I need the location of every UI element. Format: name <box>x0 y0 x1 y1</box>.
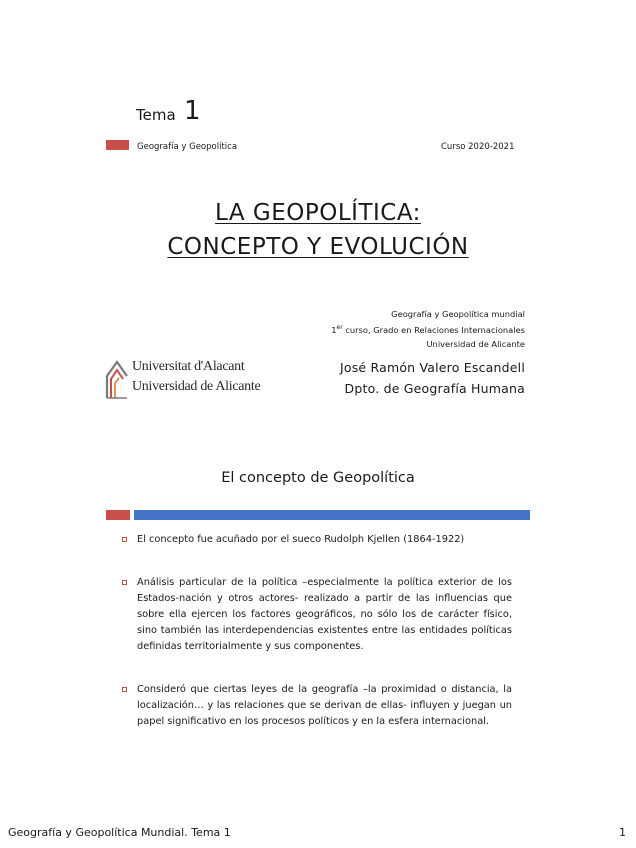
section-red-bar <box>106 510 130 520</box>
course-info-line-2: 1er curso, Grado en Relaciones Internacionales <box>331 324 525 335</box>
section-blue-bar <box>134 510 530 520</box>
course-info-line-3: Universidad de Alicante <box>426 338 525 349</box>
title-line-2: CONCEPTO Y EVOLUCIÓN <box>167 234 469 260</box>
author-name: José Ramón Valero Escandell <box>339 360 525 375</box>
course-info <box>331 307 525 351</box>
university-logo-icon <box>105 360 129 400</box>
bullet-square-icon <box>122 687 127 692</box>
page-title <box>0 196 636 264</box>
tema-number: 1 <box>184 96 201 126</box>
list-item: Análisis particular de la política –especialmente la política exterior de los Estados-nación y otros actores- realizado a partir de las influencias que sobre ella ejercen los factores geográficos, no sólo los de carácter físico, sino también las interdependencias existentes entre las entidades políticas definidas territorialmente y sus componentes. <box>120 575 512 655</box>
course-year: Curso 2020-2021 <box>441 142 515 152</box>
bullet-square-icon <box>122 580 127 585</box>
author-block <box>340 357 525 399</box>
list-item: El concepto fue acuñado por el sueco Rudolph Kjellen (1864-1922) <box>120 532 512 548</box>
course-info-line-1: Geografía y Geopolítica mundial <box>391 309 525 319</box>
subject-label: Geografía y Geopolítica <box>137 142 238 152</box>
tema-label: Tema <box>136 106 176 124</box>
bullet-square-icon <box>122 537 127 542</box>
footer-title: Geografía y Geopolítica Mundial. Tema 1 <box>8 826 231 839</box>
header-red-bar <box>106 140 129 150</box>
university-logo <box>105 358 261 402</box>
section-title: El concepto de Geopolítica <box>221 470 415 486</box>
author-department: Dpto. de Geografía Humana <box>344 381 525 396</box>
title-line-1: LA GEOPOLÍTICA: <box>215 200 421 226</box>
page-number: 1 <box>619 826 626 839</box>
list-item: Consideró que ciertas leyes de la geografía –la proximidad o distancia, la localización… y las relaciones que se derivan de ellas- influyen y juegan un papel significativo en los procesos políticos y en la esfera internacional. <box>120 682 512 730</box>
logo-line-2: Universidad de Alicante <box>132 379 261 394</box>
bullet-list <box>120 532 512 752</box>
logo-line-1: Universitat d'Alacant <box>132 359 245 374</box>
